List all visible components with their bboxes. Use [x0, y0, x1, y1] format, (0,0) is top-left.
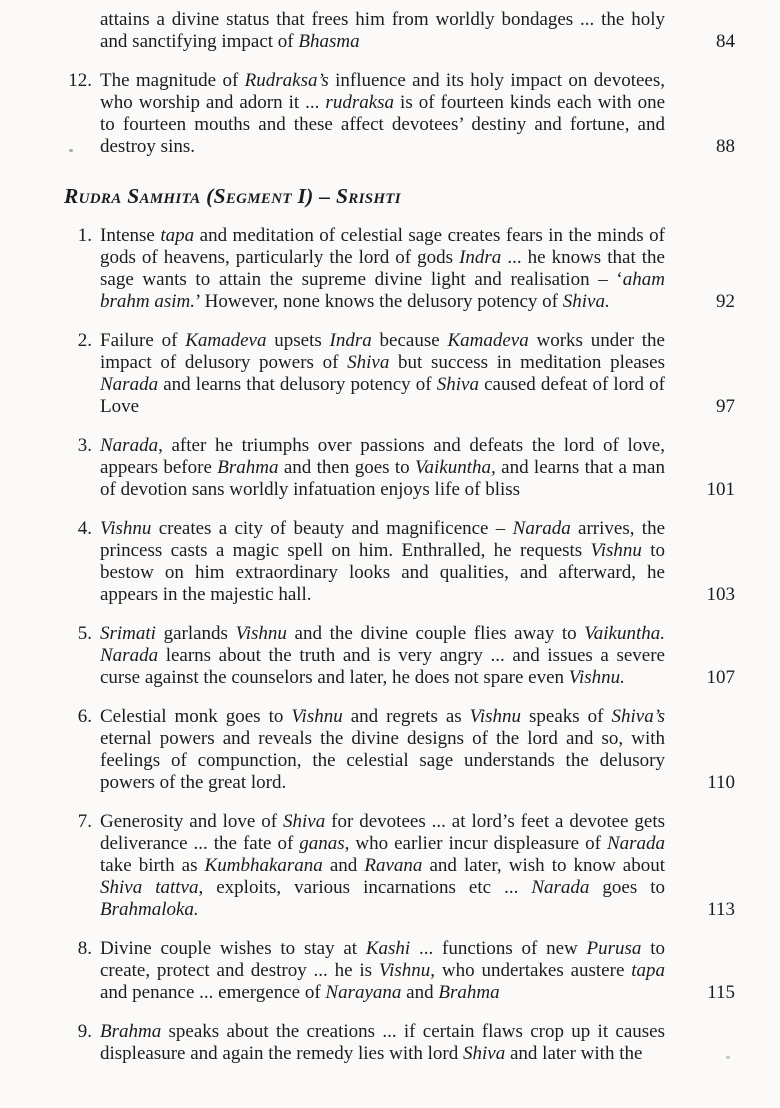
entry-text: Generosity and love of Shiva for devotees ... at lord’s feet a devotee gets deliverance ... the fate of ganas, who earlier incur displeasure of Narada take birth as Kumbhakarana and Ravana and later, wish to know about Shiva tattva, exploits, various incarnations etc ... Narada goes to Brahmaloka. [100, 811, 666, 920]
entry-number: 8. [77, 938, 92, 959]
entry-text: Narada, after he triumphs over passions and defeats the lord of love, appears before Brahma and then goes to Vaikuntha, and learns that a man of devotion sans worldly infatuation enjoys life of bliss [100, 435, 665, 500]
toc-entry [66, 330, 735, 418]
toc [66, 9, 735, 1065]
entry-number: 7. [77, 811, 92, 832]
entry-text: Celestial monk goes to Vishnu and regrets as Vishnu speaks of Shiva’s eternal powers and reveals the divine designs of the lord and so, with feelings of compunction, the celestial sage understands the delusory powers of the great lord. [100, 706, 665, 793]
entry-number [66, 9, 100, 53]
entry-number: 3. [77, 435, 92, 456]
entry-page-number: 97 [716, 396, 735, 417]
entry-number: 1. [77, 225, 92, 246]
entry-text: Brahma speaks about the creations ... if certain flaws crop up it causes displeasure and again the remedy lies with lord Shiva and later with the [100, 1021, 665, 1064]
entry-text: Divine couple wishes to stay at Kashi ... functions of new Purusa to create, protect and destroy ... he is Vishnu, who undertakes austere tapa and penance ... emergence of Narayana and Brahma [100, 938, 665, 1003]
toc-entry [66, 706, 735, 794]
toc-entry [66, 518, 735, 606]
entry-page-number: 107 [706, 667, 735, 688]
toc-entry [66, 1021, 735, 1065]
entry-page-number: 92 [716, 291, 735, 312]
scan-speck [726, 1056, 730, 1059]
entry-number: 6. [77, 706, 92, 727]
entry-page-number: 84 [716, 31, 735, 52]
entry-page-number: 103 [706, 584, 735, 605]
entry-text: Failure of Kamadeva upsets Indra because Kamadeva works under the impact of delusory powers of Shiva but success in meditation pleases Narada and learns that delusory potency of Shiva caused defeat of lord of Love [100, 330, 665, 417]
entry-number: 12. [68, 70, 92, 91]
entry-text: The magnitude of Rudraksa’s influence and its holy impact on devotees, who worship and adorn it ... rudraksa is of fourteen kinds each with one to fourteen mouths and these affect devotees’ destiny and fortune, and destroy sins. [100, 70, 665, 157]
entry-number: 2. [77, 330, 92, 351]
entry-text: Srimati garlands Vishnu and the divine couple flies away to Vaikuntha. Narada learns about the truth and is very angry ... and issues a severe curse against the counselors and later, he does not spare even Vishnu. [100, 623, 665, 688]
entry-text: attains a divine status that frees him from worldly bondages ... the holy and sanctifying impact of Bhasma [100, 9, 665, 52]
scan-speck [69, 149, 73, 152]
entry-page-number: 115 [707, 982, 735, 1003]
toc-entry [66, 938, 735, 1004]
entry-number: 5. [77, 623, 92, 644]
entry-text: Intense tapa and meditation of celestial sage creates fears in the minds of gods of heavens, particularly the lord of gods Indra ... he knows that the sage wants to attain the supreme divine light and realisation – ‘aham brahm asim.’ However, none knows the delusory potency of Shiva. [100, 225, 665, 312]
entry-text: Vishnu creates a city of beauty and magnificence – Narada arrives, the princess casts a magic spell on him. Enthralled, he requests Vishnu to bestow on him extraordinary looks and qualities, and afterward, he appears in the majestic hall. [100, 518, 666, 605]
toc-entry [66, 811, 735, 921]
entry-page-number: 88 [716, 136, 735, 157]
entry-number: 9. [77, 1021, 92, 1042]
toc-entry [66, 70, 735, 158]
entry-page-number: 110 [707, 772, 735, 793]
toc-entry [66, 435, 735, 501]
toc-entry [66, 623, 735, 689]
entry-page-number: 101 [706, 479, 735, 500]
toc-entry [66, 9, 735, 53]
section-heading: Rudra Samhita (Segment I) – Srishti [64, 184, 401, 208]
toc-entry [66, 225, 735, 313]
entry-page-number: 113 [707, 899, 735, 920]
entry-number: 4. [77, 518, 92, 539]
